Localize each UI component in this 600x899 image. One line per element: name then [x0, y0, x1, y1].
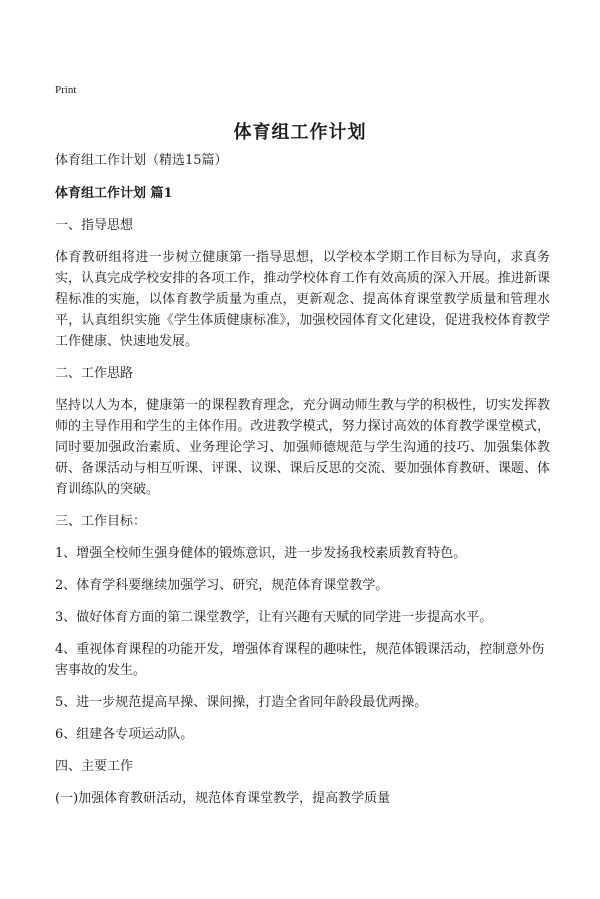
document-subtitle: 体育组工作计划（精选15篇） [55, 153, 228, 168]
goal-item: 4、重视体育课程的功能开发，增强体育课程的趣味性，规范体锻课活动，控制意外伤害事故的发生。 [55, 642, 545, 678]
goal-item: 6、组建各专项运动队。 [55, 727, 194, 742]
document-title: 体育组工作计划 [233, 122, 367, 143]
goal-item: 2、体育学科要继续加强学习、研究，规范体育课堂教学。 [55, 578, 389, 593]
goal-item: 3、做好体育方面的第二课堂教学，让有兴趣有天赋的同学进一步提高水平。 [55, 610, 493, 625]
section-heading-guiding-thought: 一、指导思想 [55, 218, 134, 233]
main-work-item: (一)加强体育教研活动，规范体育课堂教学，提高教学质量 [55, 791, 391, 806]
goal-item: 5、进一步规范提高早操、课间操，打造全省同年龄段最优两操。 [55, 695, 428, 710]
goal-item: 1、增强全校师生强身健体的锻炼意识，进一步发扬我校素质教育特色。 [55, 546, 467, 561]
section-heading-work-approach: 二、工作思路 [55, 366, 134, 381]
section-heading-main-work: 四、主要工作 [55, 759, 134, 774]
document-body [55, 150, 550, 809]
paragraph-guiding-thought: 体育教研组将进一步树立健康第一指导思想，以学校本学期工作目标为导向，求真务实，认真完成学校安排的各项工作，推动学校体育工作有效高质的深入开展。推进新课程标准的实施，以体育教学质量为重点，更新观念、提高体育课堂教学质量和管理水平，认真组织实施《学生体质健康标准》，加强校园体育文化建设，促进我校体育教学工作健康、快速地发展。 [55, 250, 550, 349]
paragraph-work-approach: 坚持以人为本，健康第一的课程教育理念，充分调动师生教与学的积极性，切实发挥教师的主导作用和学生的主体作用。改进教学模式，努力探讨高效的体育教学课堂模式，同时要加强政治素质、业务理论学习、加强师德规范与学生沟通的技巧、加强集体教研、备课活动与相互听课、评课、议课、课后反思的交流、要加强体育教研、课题、体育训练队的突破。 [55, 398, 550, 497]
print-label: Print [55, 84, 77, 96]
article-title: 体育组工作计划 篇1 [55, 186, 173, 201]
section-heading-work-goals: 三、工作目标： [55, 514, 147, 529]
